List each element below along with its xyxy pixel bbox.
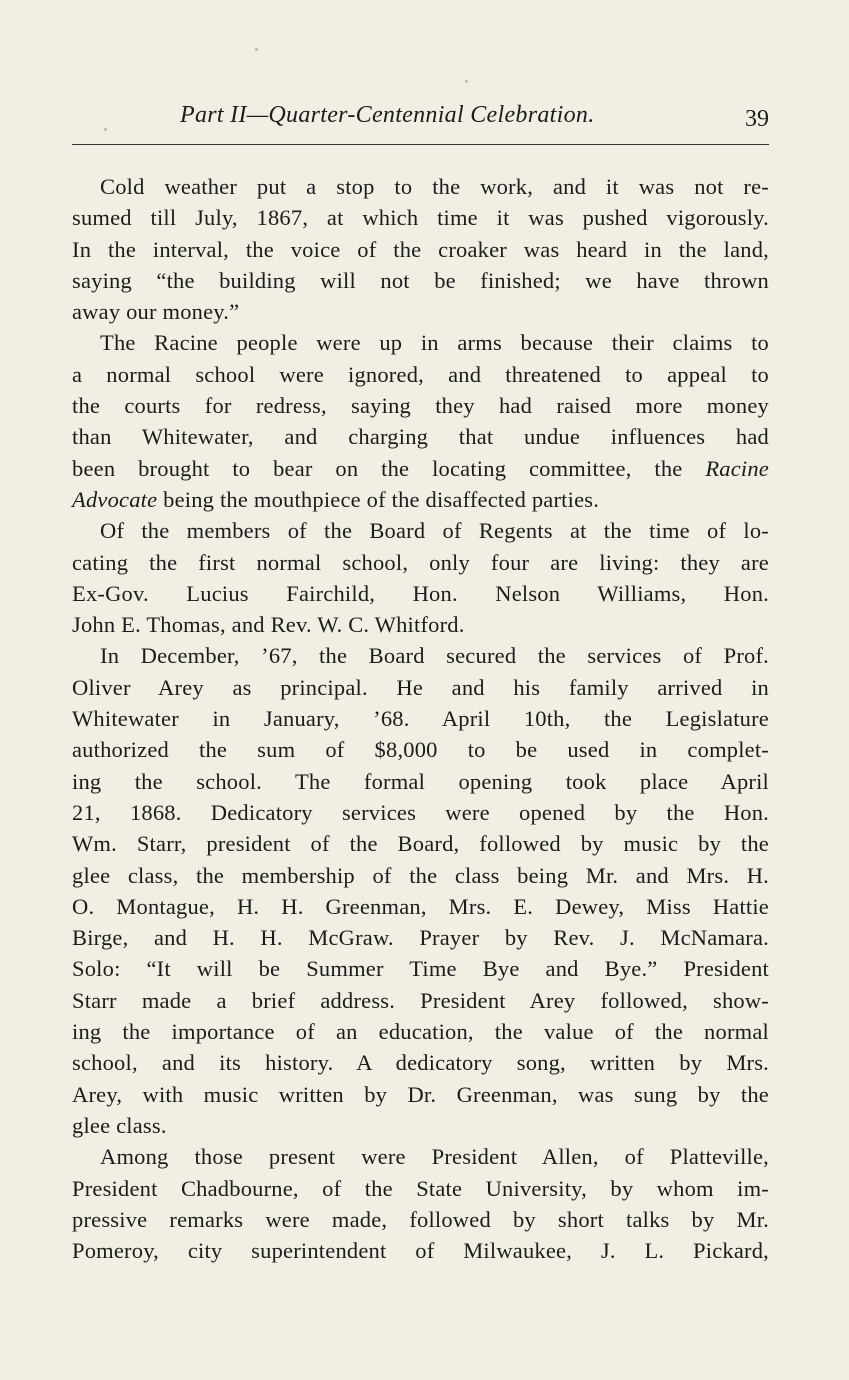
text-line: Of the members of the Board of Regents at the time of lo- [100, 518, 769, 544]
text-line: Arey, with music written by Dr. Greenman, was sung by the [72, 1081, 769, 1107]
paper-speck [255, 48, 258, 51]
text-line: away our money.” [72, 299, 240, 325]
text-line: a normal school were ignored, and threatened to appeal to [72, 361, 769, 387]
text-line: glee class. [72, 1112, 167, 1138]
text-line: Cold weather put a stop to the work, and it was not re- [100, 174, 769, 199]
text-line: 21, 1868. Dedicatory services were opened by the Hon. [72, 799, 769, 825]
running-header [72, 100, 769, 140]
text-line: Oliver Arey as principal. He and his family arrived in [72, 674, 769, 700]
text-line: Solo: “It will be Summer Time Bye and Bye.” President [72, 956, 769, 982]
text-line: ing the importance of an education, the value of the normal [72, 1019, 769, 1045]
text-line: Among those present were President Allen, of Platteville, [100, 1144, 769, 1170]
text-line: authorized the sum of $8,000 to be used in complet- [72, 737, 769, 763]
text-line: school, and its history. A dedicatory song, written by Mrs. [72, 1050, 769, 1076]
italic-title: Racine [705, 455, 769, 481]
body-text [72, 171, 769, 1266]
text-line: O. Montague, H. H. Greenman, Mrs. E. Dewey, Miss Hattie [72, 893, 769, 919]
text-line: John E. Thomas, and Rev. W. C. Whitford. [72, 612, 465, 638]
text-line: cating the first normal school, only four are living: they are [72, 549, 769, 575]
page-number: 39 [745, 106, 769, 132]
text-line [72, 453, 769, 484]
text-line: Whitewater in January, ’68. April 10th, the Legislature [72, 706, 769, 732]
text-line: In the interval, the voice of the croaker was heard in the land, [72, 236, 769, 262]
running-title: Part II—Quarter-Centennial Celebration. [180, 102, 595, 128]
text-line: Birge, and H. H. McGraw. Prayer by Rev. J. McNamara. [72, 925, 769, 951]
line-text: been brought to bear on the locating committee, the [72, 455, 706, 481]
text-line: sumed till July, 1867, at which time it was pushed vigorously. [72, 205, 769, 231]
paper-speck [465, 80, 468, 83]
header-rule [72, 144, 769, 145]
paper-speck [104, 128, 107, 131]
text-line: The Racine people were up in arms because their claims to [100, 330, 769, 356]
italic-title: Advocate [72, 486, 158, 512]
text-line: the courts for redress, saying they had raised more money [72, 393, 769, 419]
text-line: glee class, the membership of the class being Mr. and Mrs. H. [72, 862, 769, 888]
text-line: Ex-Gov. Lucius Fairchild, Hon. Nelson Williams, Hon. [72, 580, 769, 606]
text-line: pressive remarks were made, followed by short talks by Mr. [72, 1206, 769, 1232]
text-line: In December, ’67, the Board secured the services of Prof. [100, 643, 769, 669]
text-line: than Whitewater, and charging that undue influences had [72, 424, 769, 450]
text-line: Pomeroy, city superintendent of Milwaukee, J. L. Pickard, [72, 1238, 769, 1264]
text-line: Wm. Starr, president of the Board, followed by music by the [72, 831, 769, 857]
text-line: President Chadbourne, of the State University, by whom im- [72, 1175, 769, 1201]
text-line [72, 484, 769, 515]
text-line: ing the school. The formal opening took place April [72, 768, 769, 794]
text-line: Starr made a brief address. President Arey followed, show- [72, 987, 769, 1013]
text-line: saying “the building will not be finished; we have thrown [72, 267, 769, 293]
line-text: being the mouthpiece of the disaffected parties. [157, 486, 600, 512]
